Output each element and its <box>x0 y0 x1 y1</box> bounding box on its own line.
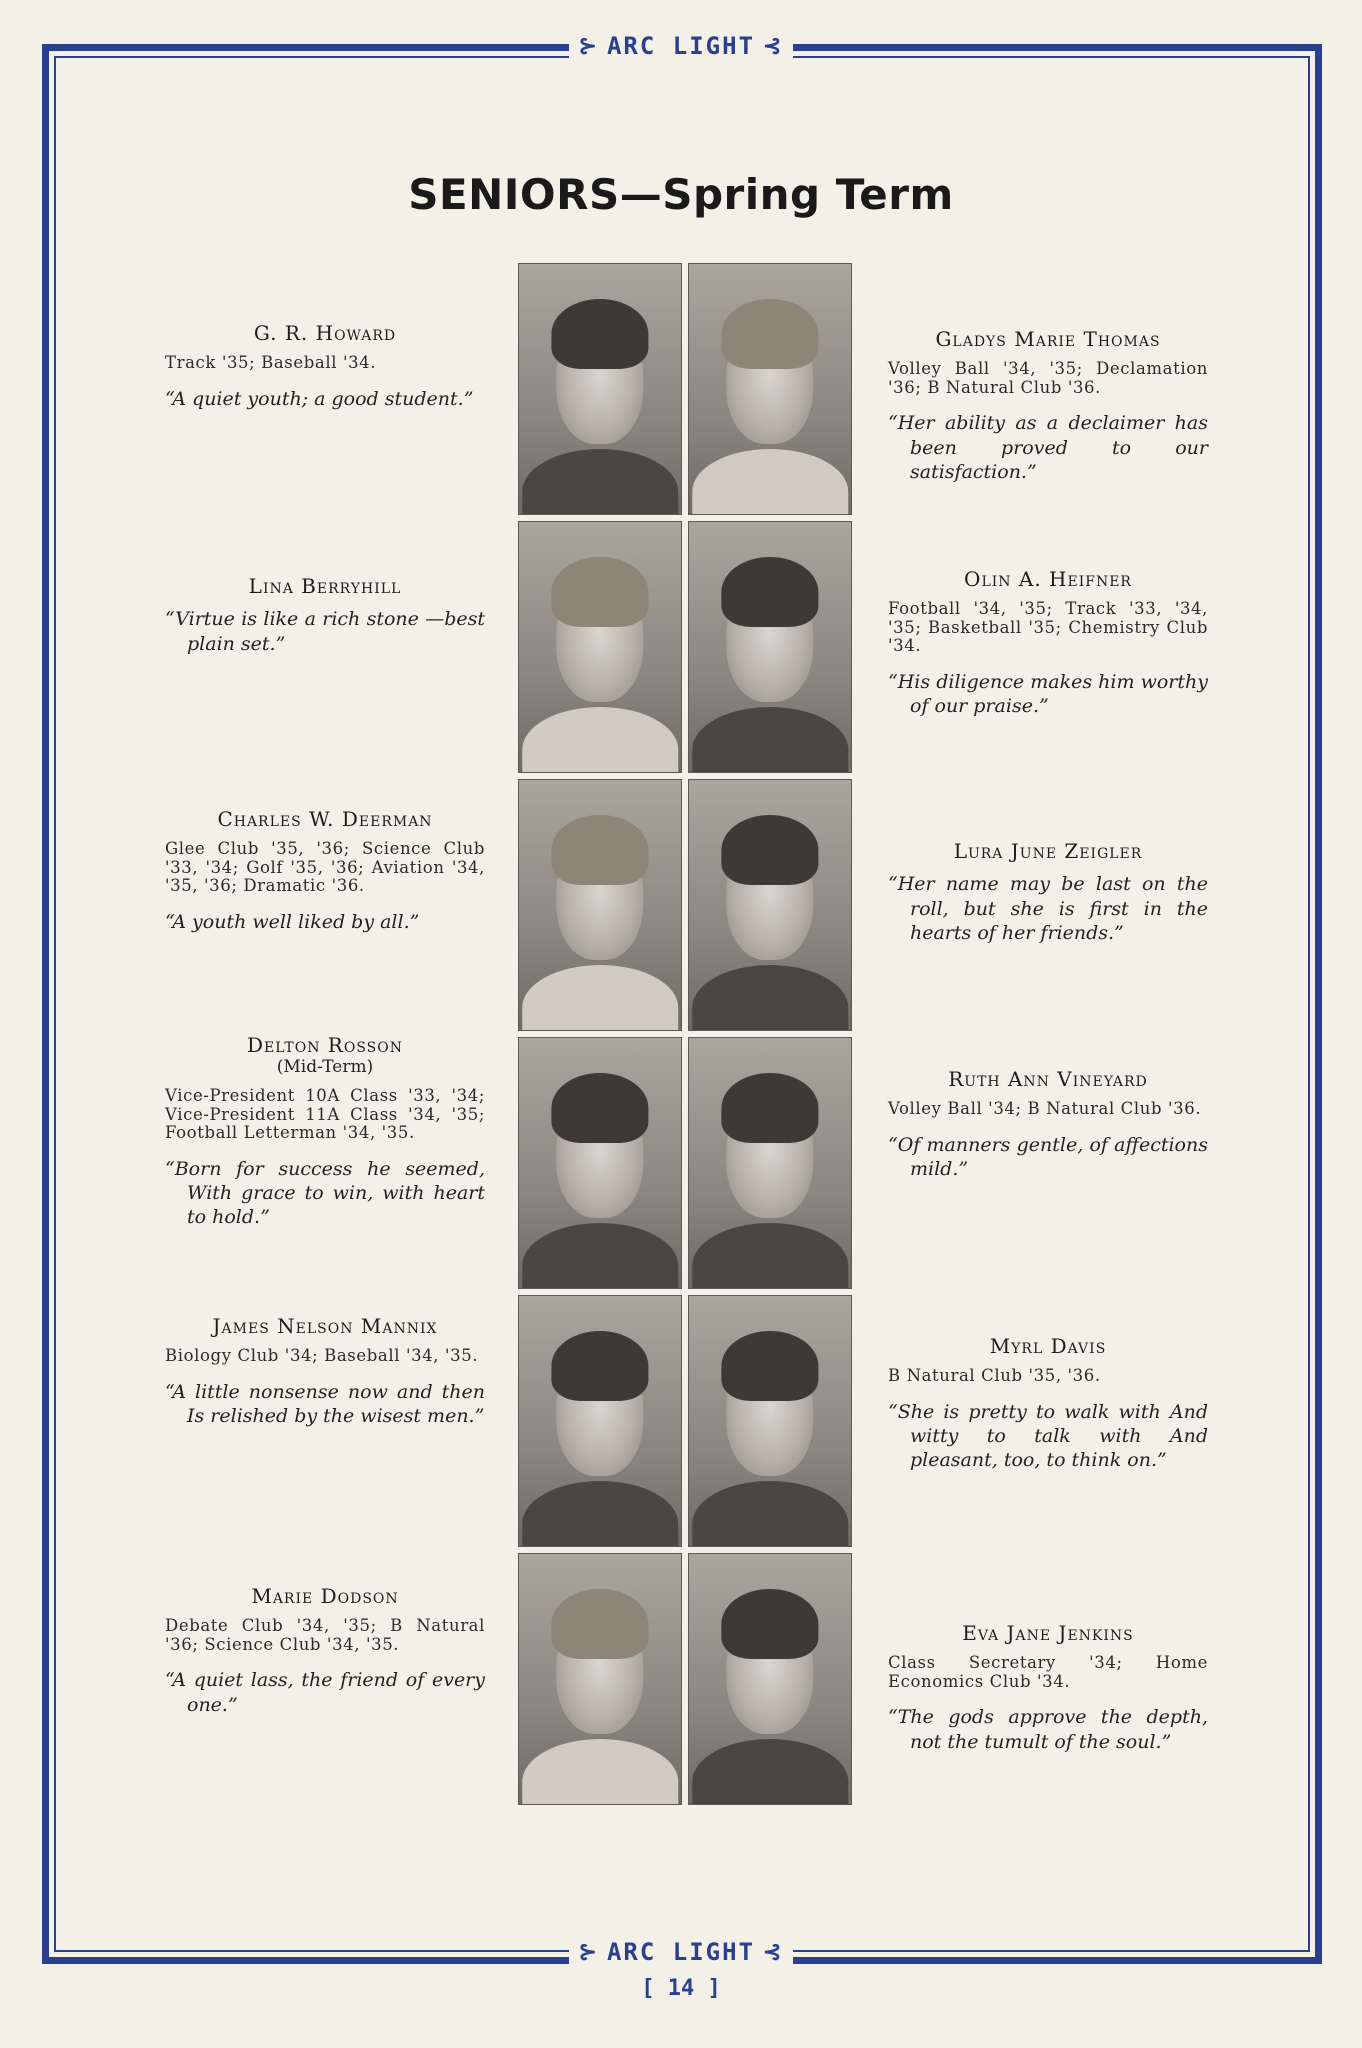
portrait-delton-rosson <box>518 1037 682 1289</box>
portrait-james-nelson-mannix <box>518 1295 682 1547</box>
senior-entry <box>165 575 485 656</box>
page-title: SENIORS—Spring Term <box>408 170 954 219</box>
senior-quote: “She is pretty to walk with And witty to talk with And pleasant, too, to think on.” <box>888 1400 1208 1472</box>
senior-name: Olin A. Heifner <box>964 567 1132 591</box>
portrait-myrl-davis <box>688 1295 852 1547</box>
senior-quote: “His diligence makes him worthy of our praise.” <box>888 670 1208 718</box>
ornament-right-icon: ⊰ <box>763 1939 784 1965</box>
senior-quote: “The gods approve the depth, not the tumult of the soul.” <box>888 1706 1208 1753</box>
senior-name: Eva Jane Jenkins <box>962 1621 1134 1645</box>
senior-quote: “A little nonsense now and then Is relished by the wisest men.” <box>165 1380 485 1428</box>
senior-quote: “Virtue is like a rich stone —best plain set.” <box>165 608 485 655</box>
senior-name: Delton Rosson <box>246 1033 404 1057</box>
portrait-marie-dodson <box>518 1553 682 1805</box>
senior-activities: Vice-President 10A Class '33, '34; Vice-President 11A Class '34, '35; Football Letterman '34, '35. <box>165 1086 485 1143</box>
senior-quote: “A quiet lass, the friend of every one.” <box>165 1669 485 1716</box>
senior-name: G. R. Howard <box>253 321 397 345</box>
footer-banner-text: ARC LIGHT <box>606 1938 756 1966</box>
senior-name: James Nelson Mannix <box>212 1314 438 1338</box>
senior-entry <box>888 840 1208 945</box>
senior-quote: “A youth well liked by all.” <box>165 910 420 933</box>
footer-banner <box>0 1932 1362 1972</box>
senior-name: Gladys Marie Thomas <box>935 327 1161 351</box>
senior-quote: “Her name may be last on the roll, but she is first in the hearts of her friends.” <box>888 873 1208 945</box>
senior-name: Myrl Davis <box>989 1334 1107 1358</box>
senior-name: Lina Berryhill <box>248 574 402 598</box>
senior-name: Ruth Ann Vineyard <box>948 1067 1148 1091</box>
portrait-eva-jane-jenkins <box>688 1553 852 1805</box>
page-number: [ 14 ] <box>641 1976 721 2001</box>
ornament-left-icon: ⊱ <box>578 33 599 59</box>
portrait-olin-a-heifner <box>688 521 852 773</box>
senior-name: Charles W. Deerman <box>217 807 433 831</box>
senior-entry <box>888 1068 1208 1181</box>
portrait-ruth-ann-vineyard <box>688 1037 852 1289</box>
header-banner <box>0 26 1362 66</box>
senior-name: Marie Dodson <box>251 1584 399 1608</box>
senior-activities: Track '35; Baseball '34. <box>165 353 377 373</box>
portrait-grid <box>518 263 854 1805</box>
senior-name: Lura June Zeigler <box>953 839 1143 863</box>
header-banner-text: ARC LIGHT <box>606 32 756 60</box>
ornament-left-icon: ⊱ <box>578 1939 599 1965</box>
portrait-lura-june-zeigler <box>688 779 852 1031</box>
senior-quote: “A quiet youth; a good student.” <box>165 387 474 410</box>
senior-activities: Debate Club '34, '35; B Natural '36; Science Club '34, '35. <box>165 1616 485 1654</box>
senior-entry <box>888 568 1208 718</box>
portrait-charles-w-deerman <box>518 779 682 1031</box>
senior-activities: Glee Club '35, '36; Science Club '33, '34; Golf '35, '36; Aviation '34, '35, '36; Dramatic '36. <box>165 839 485 896</box>
senior-activities: B Natural Club '35, '36. <box>888 1366 1101 1386</box>
portrait-g-r-howard <box>518 263 682 515</box>
senior-activities: Volley Ball '34; B Natural Club '36. <box>888 1099 1202 1119</box>
senior-quote: “Her ability as a declaimer has been proved to our satisfaction.” <box>888 412 1208 483</box>
senior-activities: Volley Ball '34, '35; Declamation '36; B Natural Club '36. <box>888 359 1208 397</box>
ornament-right-icon: ⊰ <box>763 33 784 59</box>
senior-entry <box>888 1622 1208 1754</box>
senior-activities: Class Secretary '34; Home Economics Club '34. <box>888 1653 1208 1691</box>
senior-entry <box>165 808 485 934</box>
portrait-gladys-marie-thomas <box>688 263 852 515</box>
senior-quote: “Of manners gentle, of affections mild.” <box>888 1133 1208 1181</box>
senior-entry <box>888 1335 1208 1473</box>
senior-entry <box>165 1315 485 1428</box>
senior-entry <box>888 328 1208 484</box>
senior-activities: Biology Club '34; Baseball '34, '35. <box>165 1346 479 1366</box>
senior-entry <box>165 1034 485 1230</box>
senior-entry <box>165 1585 485 1717</box>
portrait-lina-berryhill <box>518 521 682 773</box>
senior-entry <box>165 322 485 411</box>
senior-subtitle: (Mid-Term) <box>276 1057 374 1078</box>
senior-activities: Football '34, '35; Track '33, '34, '35; Basketball '35; Chemistry Club '34. <box>888 599 1208 656</box>
senior-quote: “Born for success he seemed, With grace to win, with heart to hold.” <box>165 1157 485 1229</box>
